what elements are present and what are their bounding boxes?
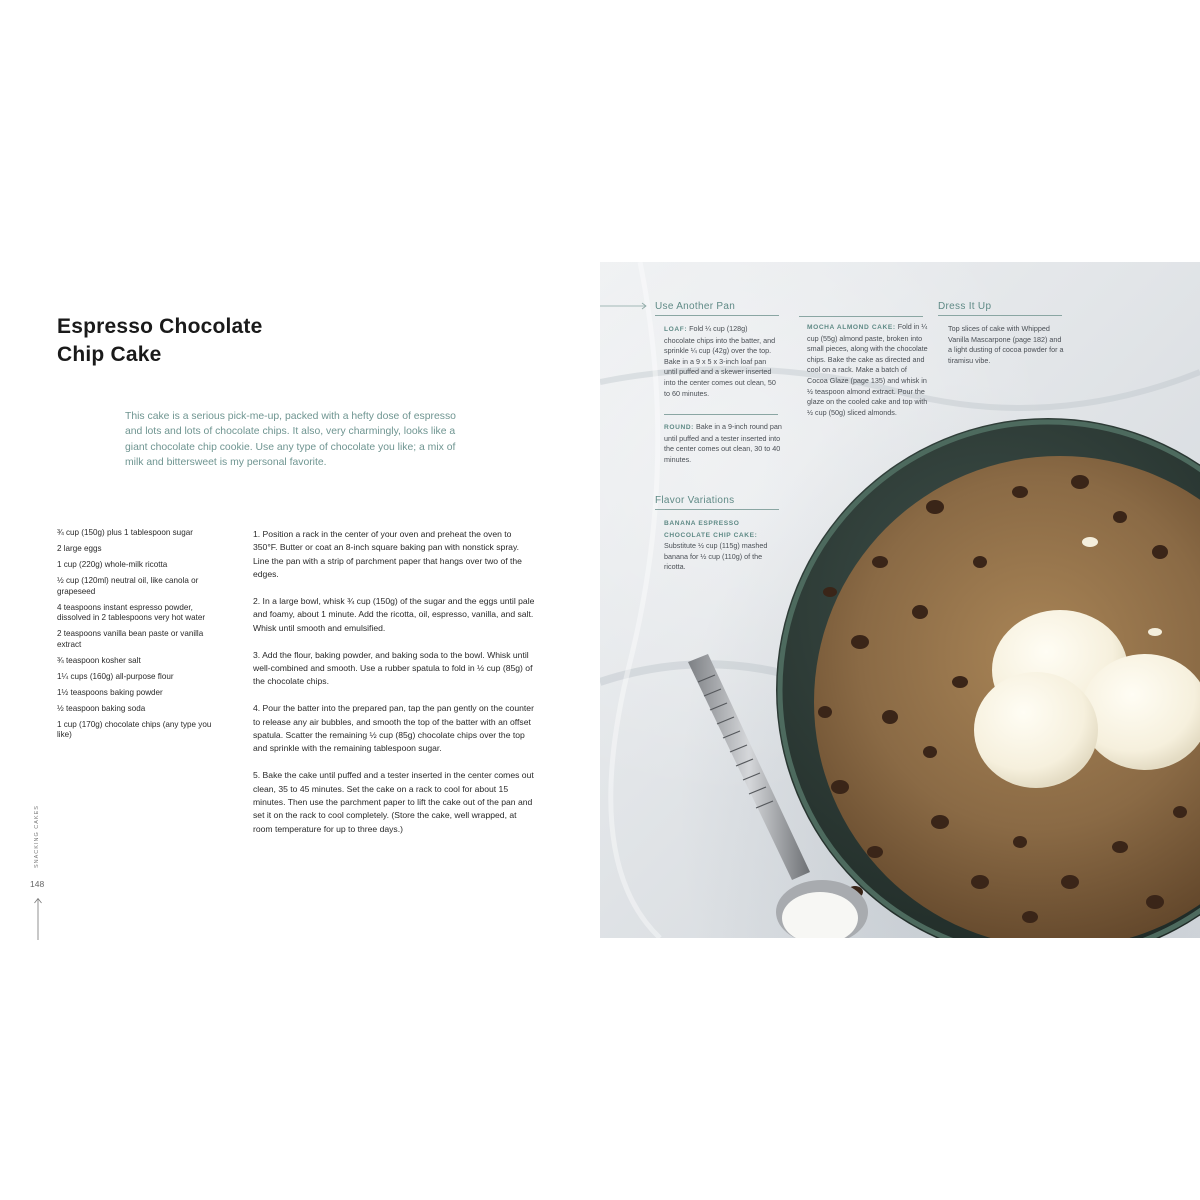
banana-label: BANANA ESPRESSO CHOCOLATE CHIP CAKE: xyxy=(664,520,758,539)
section-label: SNACKING CAKES xyxy=(34,805,40,868)
method-step: 1. Position a rack in the center of your oven and preheat the oven to 350°F. Butter or coat an 8-inch square baking pan with nonstick spray. Line the pan with a strip of parchment paper that hangs over two of the edges. xyxy=(253,529,522,580)
banana-note xyxy=(664,518,776,573)
loaf-note xyxy=(664,324,778,399)
note-divider xyxy=(799,316,923,317)
loaf-label: LOAF: xyxy=(664,326,688,333)
mocha-label: MOCHA ALMOND CAKE: xyxy=(807,324,896,331)
loaf-text: Fold ¼ cup (128g) chocolate chips into the batter, and sprinkle ¼ cup (42g) over the top. Bake in a 9 x 5 x 3-inch loaf pan until puffed and a skewer inserted into the center comes out clean, 50 to 60 minutes. xyxy=(664,324,776,398)
linen-fold xyxy=(611,262,660,938)
recipe-title xyxy=(57,313,387,369)
page-number: 148 xyxy=(30,879,45,889)
ingredient-item: ½ teaspoon baking soda xyxy=(57,703,146,713)
ingredient-item: ¾ cup (150g) plus 1 tablespoon sugar xyxy=(57,528,193,537)
ingredient-item: 2 large eggs xyxy=(57,543,102,553)
mocha-text: Fold in ¼ cup (55g) almond paste, broken into small pieces, along with the chocolate chips. Bake the cake as directed and cool on a rack. Make a batch of Cocoa Glaze (page 135) and whisk in ½ teaspoon almond extract. Pour the glaze on the cooled cake and top with ½ cup (50g) sliced almonds. xyxy=(807,322,928,417)
ingredient-item: 4 teaspoons instant espresso powder, dissolved in 2 tablespoons very hot water xyxy=(57,602,206,623)
dress-it-up-heading: Dress It Up xyxy=(938,301,1062,316)
recipe-title-line-2: Chip Cake xyxy=(57,343,162,366)
ingredient-item: 1 cup (170g) chocolate chips (any type you like) xyxy=(57,719,212,740)
use-another-pan-heading: Use Another Pan xyxy=(655,301,779,316)
ingredient-item: ½ cup (120ml) neutral oil, like canola or grapeseed xyxy=(57,575,199,596)
method-step: 4. Pour the batter into the prepared pan, tap the pan gently on the counter to release any air bubbles, and smooth the top of the batter with an offset spatula. Scatter the remaining ½ cup (85g) chocolate chips over the top and sprinkle with the remaining tablespoon sugar. xyxy=(253,703,534,754)
method-step: 5. Bake the cake until puffed and a tester inserted in the center comes out clean, 35 to 45 minutes. Set the cake on a rack to cool for about 15 minutes. Then use the parchment paper to lift the cake out of the pan and set it on the rack to cool completely. (Store the cake, well wrapped, at room temperature for up to three days.) xyxy=(253,770,534,834)
method-steps xyxy=(253,528,535,850)
method-step: 3. Add the flour, baking powder, and baking soda to the bowl. Whisk until well-combined and smooth. Use a rubber spatula to fold in ½ cup (85g) of the chocolate chips. xyxy=(253,649,533,687)
dress-it-up-note: Top slices of cake with Whipped Vanilla Mascarpone (page 182) and a light dusting of cocoa powder for a tiramisu vibe. xyxy=(948,324,1064,365)
arrow-up-icon xyxy=(33,896,43,940)
recipe-intro: This cake is a serious pick-me-up, packed with a hefty dose of espresso and lots and lots of chocolate chips. It also, very charmingly, looks like a giant chocolate chip cookie. Use any type of chocolate you like; a mix of milk and bittersweet is my personal favorite. xyxy=(125,411,456,468)
ingredient-item: 1½ teaspoons baking powder xyxy=(57,687,163,697)
mocha-note xyxy=(807,322,929,418)
round-text: Bake in a 9-inch round pan until puffed and a tester inserted into the center comes out clean, 30 to 40 minutes. xyxy=(664,422,782,464)
arrow-right-icon xyxy=(600,302,650,310)
recipe-title-line-1: Espresso Chocolate xyxy=(57,315,263,338)
banana-text: Substitute ½ cup (115g) mashed banana for ½ cup (110g) of the ricotta. xyxy=(664,541,768,572)
ingredient-list xyxy=(57,528,227,746)
ingredient-item: ¾ teaspoon kosher salt xyxy=(57,655,141,665)
ingredient-item: 2 teaspoons vanilla bean paste or vanilla extract xyxy=(57,629,204,649)
note-divider xyxy=(664,414,778,415)
round-note xyxy=(664,422,782,465)
method-step: 2. In a large bowl, whisk ¾ cup (150g) of the sugar and the eggs until pale and foamy, about 1 minute. Add the ricotta, oil, espresso, vanilla, and salt. Whisk until smooth and emulsified. xyxy=(253,596,535,633)
flavor-variations-heading: Flavor Variations xyxy=(655,495,779,510)
cake-photo xyxy=(600,262,1200,938)
ingredient-item: 1 cup (220g) whole-milk ricotta xyxy=(57,559,168,569)
round-label: ROUND: xyxy=(664,424,694,431)
ingredient-item: 1¼ cups (160g) all-purpose flour xyxy=(57,671,174,681)
